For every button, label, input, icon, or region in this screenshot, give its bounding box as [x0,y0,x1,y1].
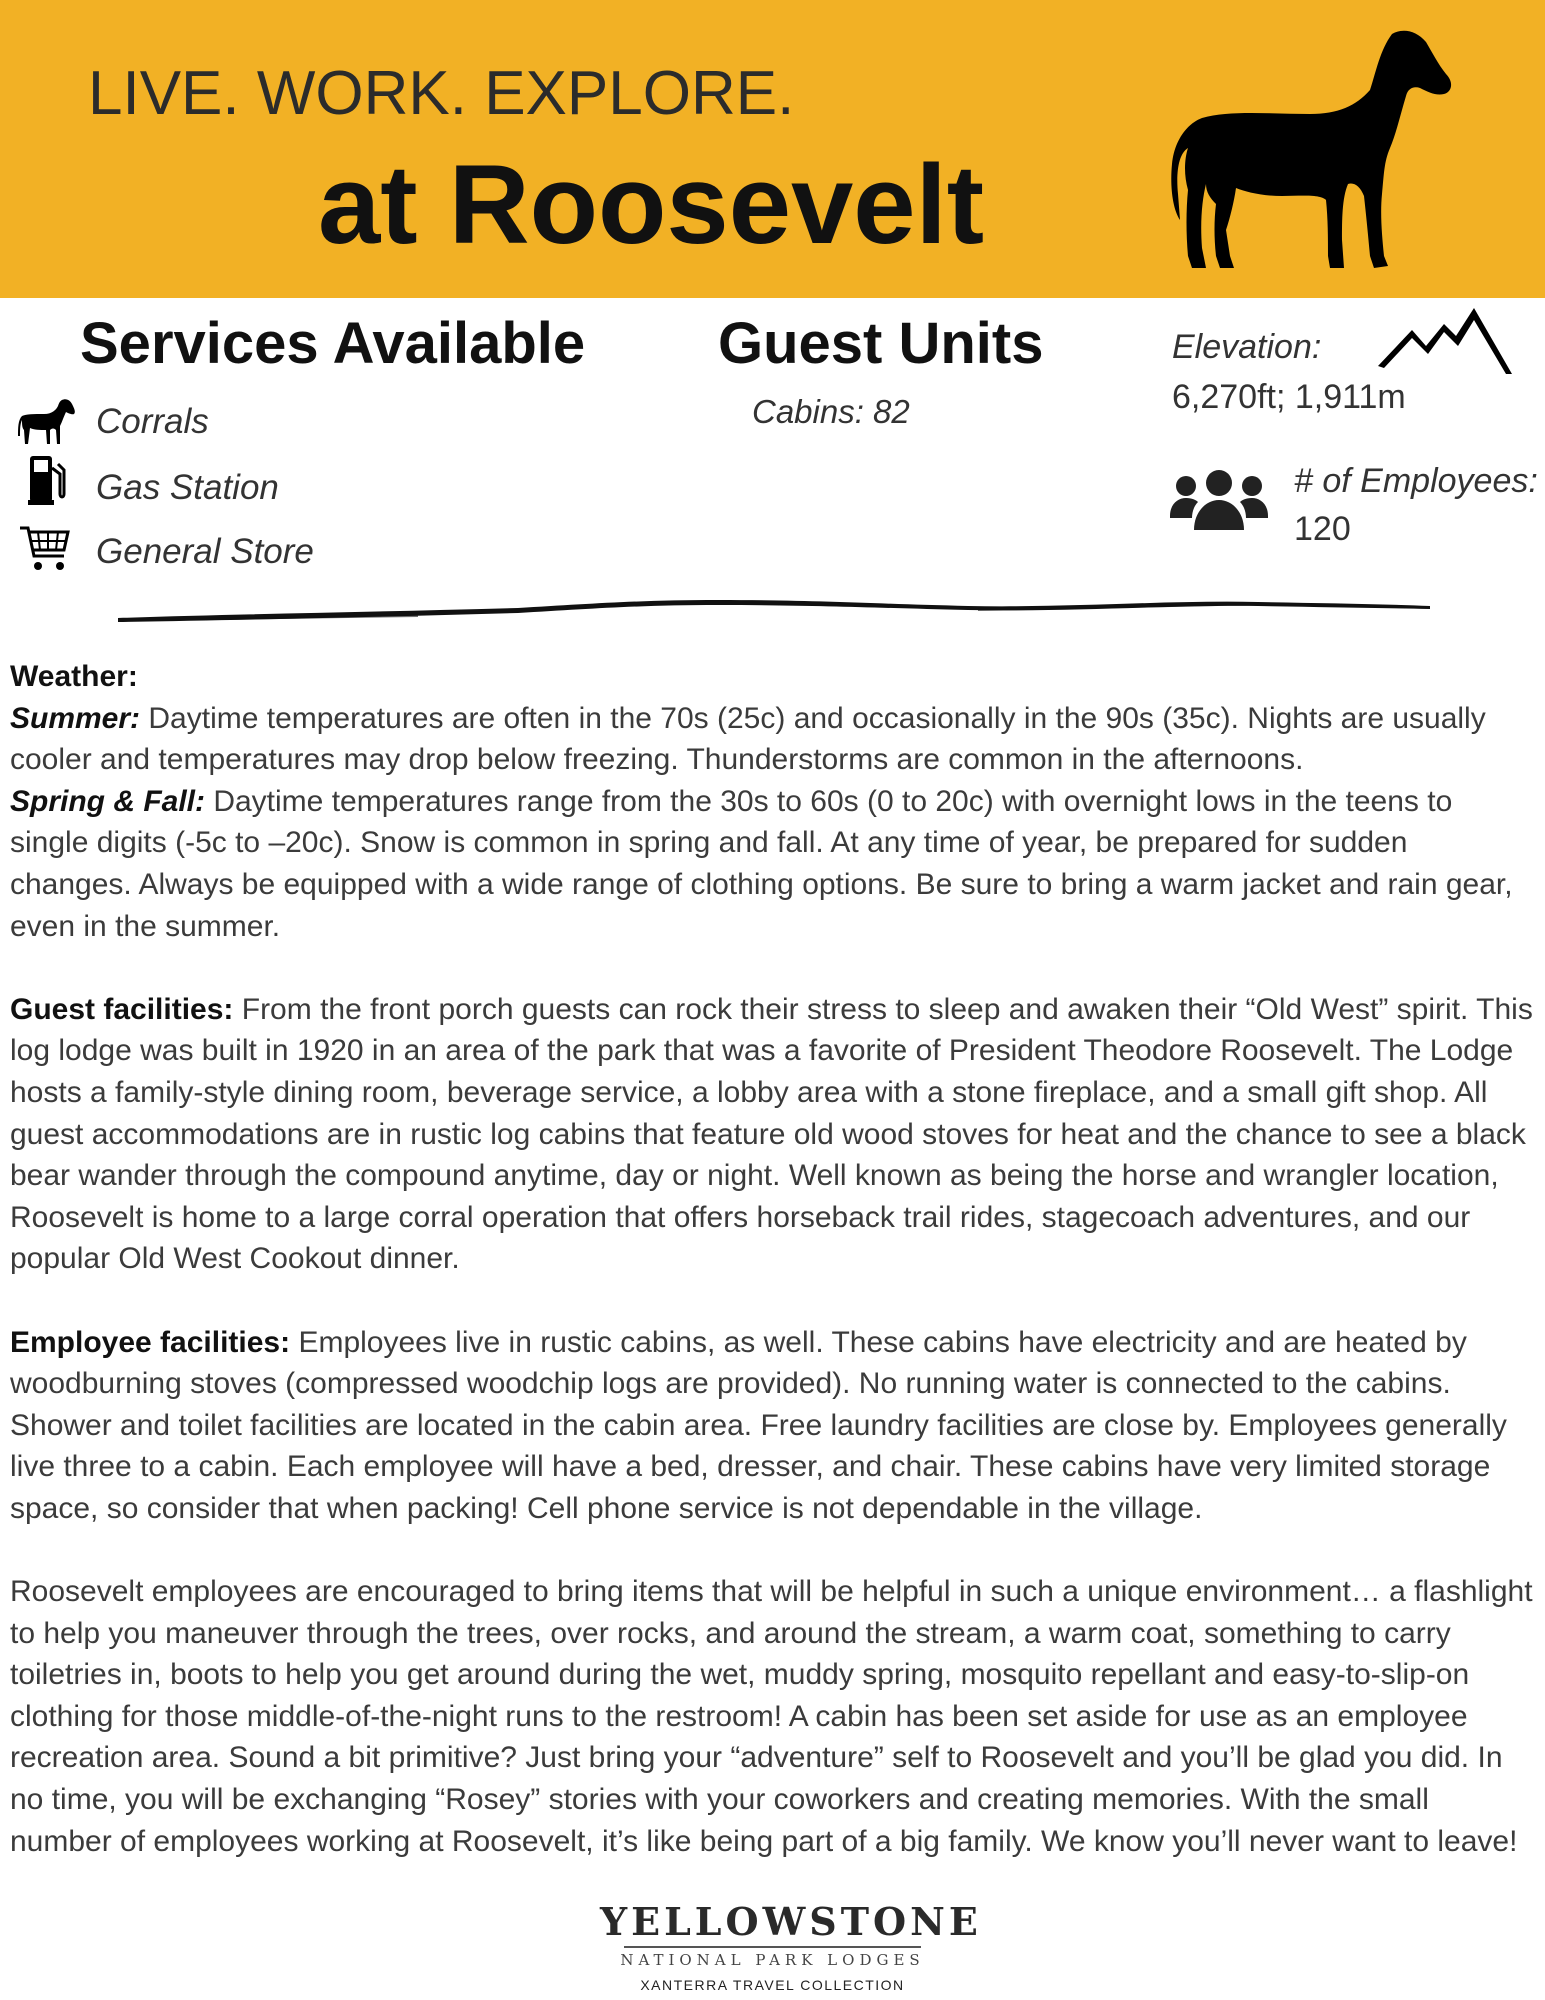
guest-facilities-paragraph [10,989,1535,1280]
gas-pump-icon [28,454,68,506]
guest-facilities-label: Guest facilities: [10,992,234,1026]
brush-divider [118,592,1430,628]
elevation-value: 6,270ft; 1,911m [1172,378,1406,416]
weather-spring-fall [10,781,1535,947]
mountain-icon [1378,306,1512,376]
horse-silhouette-icon [1170,24,1460,274]
weather-heading: Weather: [10,660,138,693]
body-text [10,656,1535,1862]
logo-collection-text: XANTERRA TRAVEL COLLECTION [640,1977,905,1993]
tagline: LIVE. WORK. EXPLORE. [88,59,795,128]
guest-facilities-text: From the front porch guests can rock their stress to sleep and awaken their “Old West” spirit. This log lodge was built in 1920 in an area of the park that was a favorite of President Theodore Roosevelt. The Lodge hosts a family-style dining room, beverage service, a lobby area with a stone fireplace, and a small gift shop. All guest accommodations are in rustic log cabins that feature old wood stoves for heat and the chance to see a black bear wander through the compound anytime, day or night. Well known as being the horse and wrangler location, Roosevelt is home to a large corral operation that offers horseback trail rides, stagecoach adventures, and our popular Old West Cookout dinner. [10,992,1533,1276]
service-general-store: General Store [96,532,314,571]
services-title: Services Available [80,311,586,376]
horse-icon [18,398,76,446]
summer-label: Summer: [10,701,141,735]
service-gas-station: Gas Station [96,468,279,507]
yellowstone-logo [600,1899,982,1994]
employee-facilities-label: Employee facilities: [10,1325,291,1359]
guest-units-title: Guest Units [718,311,1044,376]
employees-value: 120 [1294,510,1351,548]
logo-divider [624,1946,921,1948]
closing-paragraph: Roosevelt employees are encouraged to bring items that will be helpful in such a unique environment… a flashlight to help you maneuver through the trees, over rocks, and around the stream, a warm coat, something to carry toiletries in, boots to help you get around during the wet, muddy spring, mosquito repellant and easy-to-slip-on clothing for those middle-of-the-night runs to the restroom! A cabin has been set aside for use as an employee recreation area. Sound a bit primitive? Just bring your “adventure” self to Roosevelt and you’ll be glad you did. In no time, you will be exchanging “Rosey” stories with your coworkers and creating memories. With the small number of employees working at Roosevelt, it’s like being part of a big family. We know you’ll never want to leave! [10,1575,1533,1858]
header-banner [0,0,1545,298]
logo-sub-text: NATIONAL PARK LODGES [620,1951,925,1969]
cabins-count: Cabins: 82 [752,393,910,430]
logo-main-text: YELLOWSTONE [600,1899,982,1944]
weather-summer [10,698,1535,781]
elevation-label: Elevation: [1172,328,1322,366]
spring-fall-label: Spring & Fall: [10,784,205,818]
location-title: at Roosevelt [318,142,984,267]
shopping-cart-icon [18,522,72,574]
employees-label: # of Employees: [1294,462,1538,500]
summer-text: Daytime temperatures are often in the 70s (25c) and occasionally in the 90s (35c). Nights are usually cooler and temperatures may drop below freezing. Thunderstorms are common in the afternoons. [10,701,1486,777]
employee-facilities-paragraph [10,1322,1535,1530]
people-icon [1168,470,1270,532]
employee-facilities-text: Employees live in rustic cabins, as well. These cabins have electricity and are heated by woodburning stoves (compressed woodchip logs are provided). No running water is connected to the cabins. Shower and toilet facilities are located in the cabin area. Free laundry facilities are close by. Employees generally live three to a cabin. Each employee will have a bed, dresser, and chair. These cabins have very limited storage space, so consider that when packing! Cell phone service is not dependable in the village. [10,1325,1507,1525]
service-corrals: Corrals [96,402,209,441]
spring-fall-text: Daytime temperatures range from the 30s to 60s (0 to 20c) with overnight lows in the teens to single digits (-5c to –20c). Snow is common in spring and fall. At any time of year, be prepared for sudden changes. Always be equipped with a wide range of clothing options. Be sure to bring a warm jacket and rain gear, even in the summer. [10,784,1513,943]
